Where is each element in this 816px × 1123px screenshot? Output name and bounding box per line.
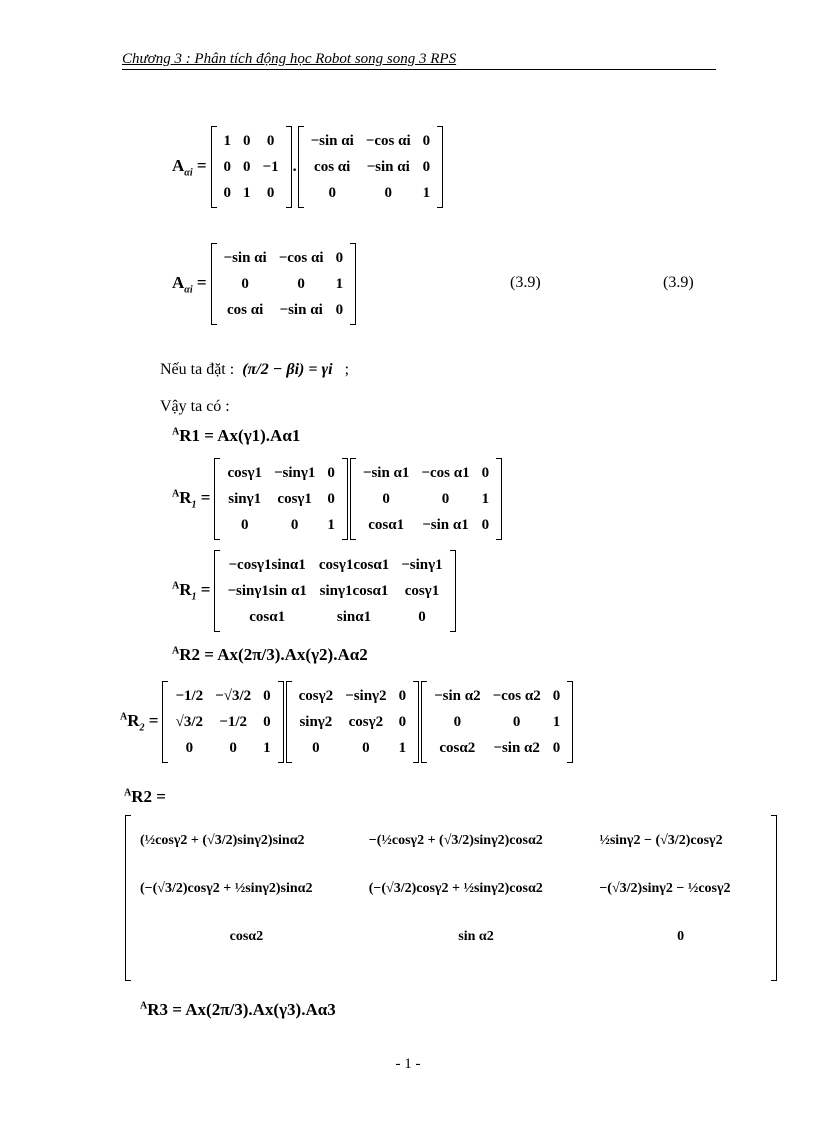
matrix-cell: 0 [263, 687, 271, 704]
matrix-cell: 0 [335, 301, 344, 318]
equation-r2-label: $^A$R2 = [124, 787, 166, 806]
matrix-cell: 0 [327, 464, 335, 481]
matrix-cell: 0 [223, 184, 232, 201]
matrix-cell: cosγ1 [277, 490, 312, 507]
matrix-cell: −cos α2 [492, 687, 541, 704]
matrix-cell: 0 [241, 275, 249, 292]
matrix-cell: 0 [481, 516, 490, 533]
matrix-cell: −sinγ2 [345, 687, 387, 704]
equation-a-alpha-i-result [172, 243, 357, 325]
matrix-cell: −sinγ1 [273, 464, 316, 481]
matrix-cell: 0 [481, 464, 490, 481]
matrix-r2 [125, 815, 777, 981]
matrix-cell: −cos αi [278, 249, 324, 266]
matrix-cell: 0 [243, 132, 251, 149]
matrix-cell: sinγ2 [299, 713, 333, 730]
matrix-cell: −sin αi [279, 301, 323, 318]
matrix-cell: −cos αi [365, 132, 411, 149]
matrix-cell: 0 [243, 158, 251, 175]
matrix-cell: √3/2 [175, 713, 204, 730]
matrix-cell: 0 [441, 490, 450, 507]
matrix-cell: 0 [362, 739, 370, 756]
matrix-cell: 1 [327, 516, 335, 533]
matrix-cell: 1 [422, 184, 431, 201]
equation-number: (3.9) [510, 274, 541, 291]
text-neu-ta-dat: Nếu ta đặt : (π/2 − βi) = γi ; [160, 361, 350, 378]
matrix-cell: 0 [398, 713, 407, 730]
matrix-cell: 0 [312, 739, 320, 756]
matrix-cell: 1 [398, 739, 407, 756]
matrix-cell: 0 [327, 490, 335, 507]
equation-a-alpha-i-product: $A_{\alpha i}$ = 1 0 0 0 0 −1 0 1 0 . −sin αi −cos αi 0 cos αi −sin αi 0 0 0 1 [172, 126, 444, 208]
matrix-rotation-gamma1 [214, 458, 347, 540]
matrix-cell: 0 [185, 739, 194, 756]
page-number: - 1 - [395, 1056, 421, 1072]
matrix-rotation-2pi3 [162, 681, 283, 763]
matrix-cell: 0 [297, 275, 305, 292]
equation-r1-product: $^AR_1$ = cosγ1 −sinγ1 0 sinγ1 cosγ1 0 0 0 1 −sin α1 −cos α1 0 0 0 1 cosα1 −sin α1 0 [172, 458, 503, 540]
matrix-cell: 0 [384, 184, 392, 201]
matrix-cell: −sinγ1sin α1 [227, 582, 307, 599]
matrix-cell: −sin α1 [362, 464, 410, 481]
matrix-cell: 1 [481, 490, 490, 507]
matrix-a-alpha-2 [421, 681, 573, 763]
matrix-cell: sinγ1 [228, 490, 262, 507]
matrix-cell: −1/2 [219, 713, 247, 730]
matrix-cell: cos αi [314, 158, 351, 175]
matrix-rotation-gamma2 [286, 681, 419, 763]
matrix-cell: cosα1 [249, 608, 286, 625]
matrix-cell: 0 [422, 158, 431, 175]
matrix-cell: 0 [290, 516, 299, 533]
equation-r2-product: $^AR_2$ = −1/2 −√3/2 0 √3/2 −1/2 0 0 0 1 cosγ2 −sinγ2 0 sinγ2 cosγ2 0 0 0 1 −sin α2 −cos α2 0 0 0 1 cosα2 −sin α2 0 [120, 681, 574, 763]
matrix-cell: 0 [335, 249, 344, 266]
matrix-cell: 0 [263, 713, 271, 730]
matrix-cell: 0 [677, 929, 685, 944]
matrix-cell: (½cosγ2 + (√3/2)sinγ2)sinα2 [140, 833, 305, 848]
matrix-cell: 0 [512, 713, 521, 730]
eq-label: $A_{\alpha i}$ = [172, 155, 207, 179]
matrix-cell: cosγ1cosα1 [318, 556, 390, 573]
chapter-header: Chương 3 : Phân tích động học Robot song song 3 RPS [122, 50, 716, 70]
matrix-cell: −sin α2 [434, 687, 481, 704]
matrix-cell: −1/2 [175, 687, 204, 704]
matrix-cell: 0 [328, 184, 336, 201]
equation-number: (3.9) [663, 274, 694, 291]
matrix-cell: 0 [266, 184, 275, 201]
matrix-cell: −cosγ1sinα1 [228, 556, 306, 573]
matrix-cell: 0 [422, 132, 431, 149]
matrix-cell: 1 [263, 739, 271, 756]
equation-r3-definition: $^A$R3 = Ax(2π/3).Ax(γ3).Aα3 [140, 1000, 336, 1019]
matrix-cell: −sin αi [366, 158, 410, 175]
matrix-cell: −sin αi [223, 249, 267, 266]
matrix-cell: −sin α1 [422, 516, 469, 533]
matrix-cell: 0 [453, 713, 462, 730]
matrix-cell: cosγ1 [227, 464, 262, 481]
matrix-cell: sinγ1cosα1 [319, 582, 389, 599]
matrix-cell: −1 [262, 158, 279, 175]
matrix-cell: −cos α1 [421, 464, 470, 481]
matrix-cell: cosα2 [439, 739, 476, 756]
matrix-cell: cosγ2 [348, 713, 384, 730]
matrix-cell: 0 [382, 490, 390, 507]
matrix-cell: 0 [266, 132, 275, 149]
matrix-cell: −(½cosγ2 + (√3/2)sinγ2)cosα2 [368, 833, 543, 848]
equation-r1-result: $^AR_1$ = −cosγ1sinα1 cosγ1cosα1 −sinγ1 −sinγ1sin α1 sinγ1cosα1 cosγ1 cosα1 sinα1 0 [172, 550, 457, 632]
matrix-rotation-x [211, 126, 292, 208]
matrix-cell: 1 [335, 275, 344, 292]
matrix-cell: 1 [552, 713, 561, 730]
matrix-cell: sinα1 [336, 608, 372, 625]
matrix-cell: 0 [223, 158, 232, 175]
matrix-cell: 0 [418, 608, 426, 625]
matrix-cell: −sin αi [310, 132, 354, 149]
matrix-cell: (−(√3/2)cosγ2 + ½sinγ2)sinα2 [140, 881, 313, 896]
equation-r2-result [124, 815, 778, 981]
matrix-a-alpha-i [211, 243, 357, 325]
equation-r1-definition: $^A$R1 = Ax(γ1).Aα1 [172, 426, 301, 445]
matrix-cell: 1 [223, 132, 232, 149]
matrix-cell: 0 [398, 687, 407, 704]
matrix-cell: cosα2 [229, 929, 264, 944]
matrix-cell: −(√3/2)sinγ2 − ½cosγ2 [599, 881, 731, 896]
matrix-cell: cosα1 [368, 516, 405, 533]
matrix-cell: (−(√3/2)cosγ2 + ½sinγ2)cosα2 [368, 881, 543, 896]
matrix-cell: −sinγ1 [401, 556, 443, 573]
matrix-a-alpha-1 [350, 458, 502, 540]
eq-label: $A_{\alpha i}$ = [172, 272, 207, 296]
matrix-r1 [214, 550, 455, 632]
matrix-cell: 0 [552, 739, 561, 756]
matrix-cell: cosγ1 [404, 582, 440, 599]
matrix-cell: cos αi [226, 301, 264, 318]
matrix-cell: 0 [552, 687, 561, 704]
matrix-cell: −sin α2 [493, 739, 540, 756]
matrix-rotation-z-alpha [298, 126, 444, 208]
equation-r2-definition: $^A$R2 = Ax(2π/3).Ax(γ2).Aα2 [172, 645, 368, 664]
matrix-cell: −√3/2 [215, 687, 252, 704]
matrix-cell: ½sinγ2 − (√3/2)cosγ2 [599, 833, 723, 848]
text-vay-ta-co: Vậy ta có : [160, 398, 230, 415]
matrix-cell: 1 [243, 184, 251, 201]
matrix-cell: 0 [240, 516, 249, 533]
matrix-cell: sin α2 [458, 929, 494, 944]
matrix-cell: 0 [229, 739, 237, 756]
matrix-cell: cosγ2 [298, 687, 334, 704]
